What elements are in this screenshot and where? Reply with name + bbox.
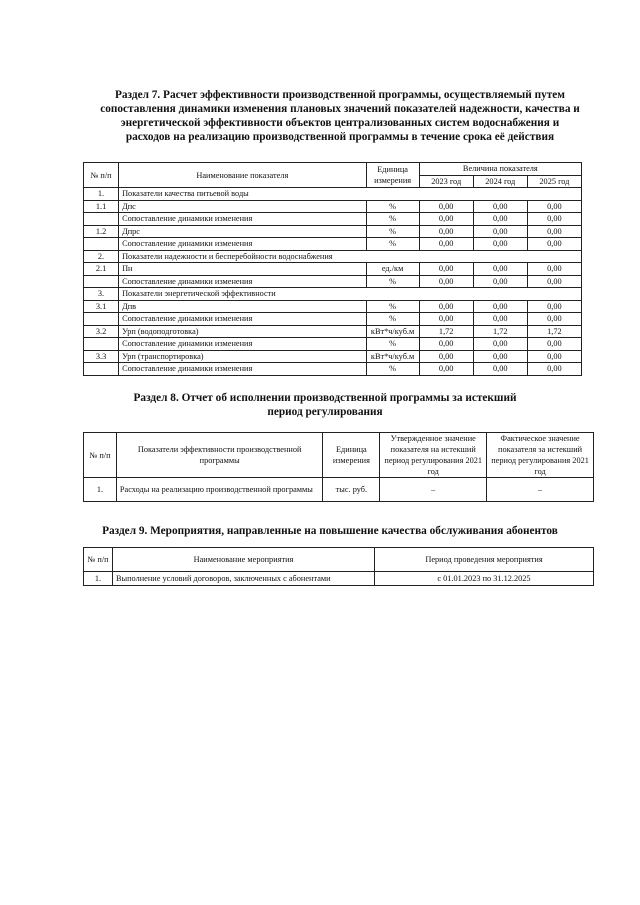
row-unit: %: [366, 225, 419, 238]
row-no: [84, 363, 119, 376]
row-unit: кВт*ч/куб.м: [366, 325, 419, 338]
header-unit: Единица измерения: [323, 433, 380, 478]
row-name: Сопоставление динамики изменения: [119, 275, 366, 288]
group-name: Показатели качества питьевой воды: [119, 188, 582, 201]
header-approved: Утвержденное значение показателя на истекший период регулирования 2021 год: [380, 433, 487, 478]
row-no: 3.2: [84, 325, 119, 338]
row-value: 0,00: [527, 275, 581, 288]
section-9-table: [83, 547, 594, 586]
row-value: 0,00: [527, 350, 581, 363]
table-row: [84, 213, 582, 226]
row-value: 0,00: [419, 300, 473, 313]
row-value: 0,00: [527, 300, 581, 313]
row-unit: тыс. руб.: [323, 478, 380, 502]
row-value: 0,00: [473, 313, 527, 326]
row-unit: ед./км: [366, 263, 419, 276]
row-value: 0,00: [419, 363, 473, 376]
row-value: 0,00: [473, 238, 527, 251]
row-no: [84, 238, 119, 251]
table-row: [84, 225, 582, 238]
section-9-title: Раздел 9. Мероприятия, направленные на повышение качества обслуживания абонентов: [102, 525, 558, 537]
row-name: Сопоставление динамики изменения: [119, 238, 366, 251]
group-name: Показатели надежности и бесперебойности водоснабжения: [119, 250, 582, 263]
table-row: [84, 363, 582, 376]
table-row: [84, 338, 582, 351]
row-no: 2.: [84, 250, 119, 263]
row-no: [84, 213, 119, 226]
row-name: Урп (транспортировка): [119, 350, 366, 363]
row-value: 0,00: [473, 225, 527, 238]
row-value: 0,00: [527, 200, 581, 213]
row-no: 1.1: [84, 200, 119, 213]
row-name: Сопоставление динамики изменения: [119, 213, 366, 226]
row-name: Расходы на реализацию производственной программы: [116, 478, 322, 502]
row-value: 0,00: [419, 238, 473, 251]
table-row: [84, 263, 582, 276]
row-unit: %: [366, 363, 419, 376]
table-row: [84, 275, 582, 288]
row-unit: кВт*ч/куб.м: [366, 350, 419, 363]
row-unit: %: [366, 200, 419, 213]
row-value: 0,00: [527, 225, 581, 238]
row-value: 0,00: [527, 213, 581, 226]
header-year: 2024 год: [473, 175, 527, 188]
row-value: 0,00: [419, 275, 473, 288]
row-unit: %: [366, 338, 419, 351]
row-name: Сопоставление динамики изменения: [119, 313, 366, 326]
row-value: 0,00: [419, 263, 473, 276]
table-row: [84, 313, 582, 326]
header-period: Период проведения мероприятия: [375, 548, 594, 572]
row-period: с 01.01.2023 по 31.12.2025: [375, 572, 594, 586]
header-name: Наименование показателя: [119, 163, 366, 188]
row-name: Дпв: [119, 300, 366, 313]
row-actual: –: [487, 478, 594, 502]
row-unit: %: [366, 213, 419, 226]
row-no: 2.1: [84, 263, 119, 276]
row-value: 0,00: [527, 363, 581, 376]
header-name: Наименование мероприятия: [113, 548, 375, 572]
row-no: 3.: [84, 288, 119, 301]
table-row: [84, 200, 582, 213]
header-year: 2023 год: [419, 175, 473, 188]
row-name: Урп (водоподготовка): [119, 325, 366, 338]
row-approved: –: [380, 478, 487, 502]
row-unit: %: [366, 238, 419, 251]
header-no: № п/п: [84, 433, 117, 478]
row-value: 1,72: [419, 325, 473, 338]
table-row: [84, 238, 582, 251]
section-7-table: [83, 162, 582, 376]
row-value: 0,00: [473, 338, 527, 351]
row-value: 0,00: [527, 263, 581, 276]
row-no: [84, 275, 119, 288]
section-8-table: [83, 432, 594, 502]
row-value: 0,00: [527, 313, 581, 326]
header-value: Величина показателя: [419, 163, 581, 176]
row-value: 0,00: [527, 238, 581, 251]
table-row: [84, 300, 582, 313]
row-no: 1.: [84, 572, 113, 586]
row-value: 1,72: [473, 325, 527, 338]
header-no: № п/п: [84, 163, 119, 188]
group-name: Показатели энергетической эффективности: [119, 288, 582, 301]
row-name: Дпс: [119, 200, 366, 213]
row-value: 1,72: [527, 325, 581, 338]
row-value: 0,00: [527, 338, 581, 351]
header-no: № п/п: [84, 548, 113, 572]
header-name: Показатели эффективности производственной программы: [116, 433, 322, 478]
row-value: 0,00: [473, 213, 527, 226]
row-no: 3.1: [84, 300, 119, 313]
row-no: 1.: [84, 188, 119, 201]
row-name: Пн: [119, 263, 366, 276]
header-year: 2025 год: [527, 175, 581, 188]
row-value: 0,00: [473, 350, 527, 363]
row-unit: %: [366, 313, 419, 326]
section-7-title: Раздел 7. Расчет эффективности производственной программы, осуществляемый путем сопоставления динамики изменения плановых значений показателей надежности, качества и энергетической эффективности объектов централизованных систем водоснабжения и расходов на реализацию производственной программы в течение срока её действия: [100, 89, 580, 143]
row-no: 3.3: [84, 350, 119, 363]
section-8-title: Раздел 8. Отчет об исполнении производственной программы за истекший период регулирования: [133, 392, 517, 418]
row-value: 0,00: [419, 313, 473, 326]
row-unit: %: [366, 300, 419, 313]
row-value: 0,00: [419, 225, 473, 238]
row-no: 1.: [84, 478, 117, 502]
table-row: [84, 325, 582, 338]
group-row: [84, 188, 582, 201]
table-row: [84, 350, 582, 363]
row-no: [84, 338, 119, 351]
row-value: 0,00: [473, 263, 527, 276]
row-no: [84, 313, 119, 326]
row-value: 0,00: [419, 338, 473, 351]
row-no: 1.2: [84, 225, 119, 238]
row-value: 0,00: [473, 200, 527, 213]
header-actual: Фактическое значение показателя за истекший период регулирования 2021 год: [487, 433, 594, 478]
row-name: Выполнение условий договоров, заключенных с абонентами: [113, 572, 375, 586]
row-value: 0,00: [473, 363, 527, 376]
row-value: 0,00: [419, 213, 473, 226]
row-value: 0,00: [419, 200, 473, 213]
row-name: Сопоставление динамики изменения: [119, 338, 366, 351]
row-name: Сопоставление динамики изменения: [119, 363, 366, 376]
row-value: 0,00: [473, 275, 527, 288]
row-unit: %: [366, 275, 419, 288]
row-value: 0,00: [473, 300, 527, 313]
group-row: [84, 250, 582, 263]
header-unit: Единица измерения: [366, 163, 419, 188]
row-name: Дпрс: [119, 225, 366, 238]
row-value: 0,00: [419, 350, 473, 363]
group-row: [84, 288, 582, 301]
